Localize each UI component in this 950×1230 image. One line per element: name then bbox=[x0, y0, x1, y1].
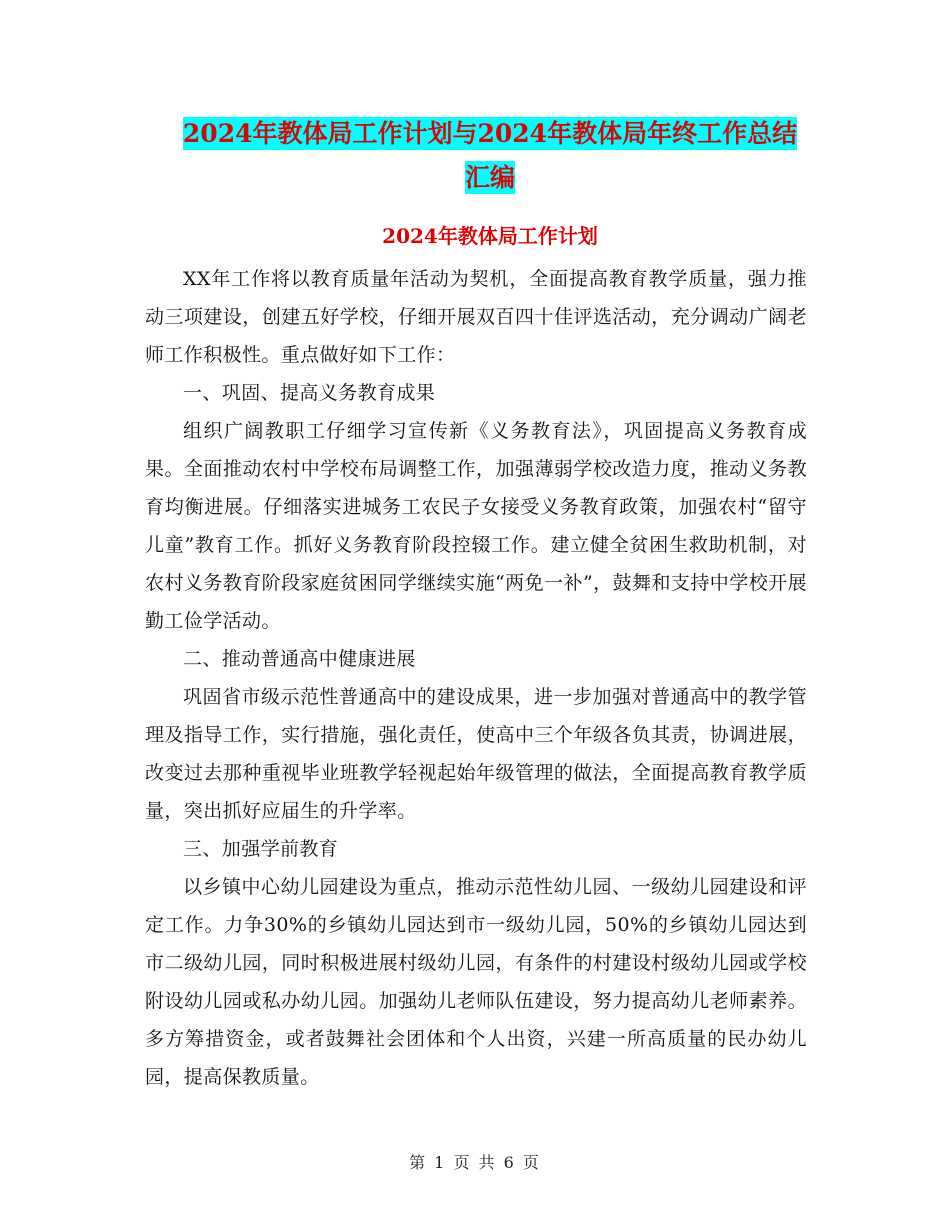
heading-section-2: 二、推动普通高中健康进展 bbox=[183, 648, 416, 670]
document-title bbox=[145, 112, 835, 200]
heading-section-1: 一、巩固、提高义务教育成果 bbox=[183, 382, 436, 404]
section-title: 2024年教体局工作计划 bbox=[382, 224, 598, 248]
paragraph-section-2: 巩固省市级示范性普通高中的建设成果，进一步加强对普通高中的教学管理及指导工作，实行措施，强化责任，使高中三个年级各负其责，协调进展，改变过去那种重视毕业班教学轻视起始年级管理的做法，全面提高教育教学质量，突出抓好应届生的升学率。 bbox=[145, 686, 807, 822]
document-title-line1: 2024年教体局工作计划与2024年教体局年终工作总结 bbox=[182, 119, 798, 148]
paragraph-section-1: 组织广阔教职工仔细学习宣传新《义务教育法》，巩固提高义务教育成果。全面推动农村中学校布局调整工作，加强薄弱学校改造力度，推动义务教育均衡进展。仔细落实进城务工农民子女接受义务教育政策，加强农村“留守儿童”教育工作。抓好义务教育阶段控辍工作。建立健全贫困生救助机制，对农村义务教育阶段家庭贫困同学继续实施“两免一补”，鼓舞和支持中学校开展勤工俭学活动。 bbox=[145, 420, 807, 632]
paragraph-section-3: 以乡镇中心幼儿园建设为重点，推动示范性幼儿园、一级幼儿园建设和评定工作。力争30%的乡镇幼儿园达到市一级幼儿园，50%的乡镇幼儿园达到市二级幼儿园，同时积极进展村级幼儿园，有条件的村建设村级幼儿园或学校附设幼儿园或私办幼儿园。加强幼儿老师队伍建设，努力提高幼儿老师素养。多方筹措资金，或者鼓舞社会团体和个人出资，兴建一所高质量的民办幼儿园，提高保教质量。 bbox=[145, 876, 807, 1088]
heading-section-3: 三、加强学前教育 bbox=[183, 838, 339, 860]
document-title-line2: 汇编 bbox=[464, 163, 515, 192]
paragraph-intro: XX年工作将以教育质量年活动为契机，全面提高教育教学质量，强力推动三项建设，创建五好学校，仔细开展双百四十佳评选活动，充分调动广阔老师工作积极性。重点做好如下工作： bbox=[145, 268, 807, 366]
document-body bbox=[145, 260, 807, 1096]
page-number-footer: 第 1 页 共 6 页 bbox=[409, 1153, 541, 1172]
